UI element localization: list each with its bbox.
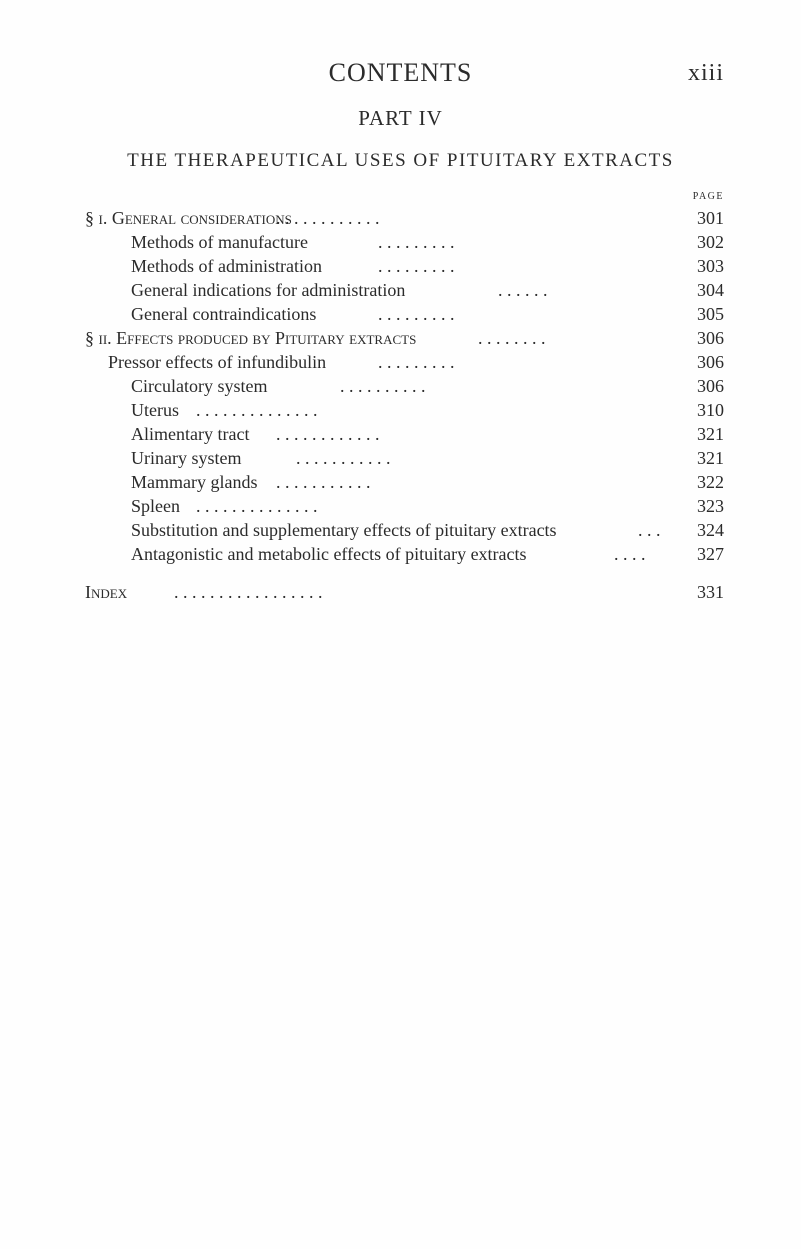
toc-page-number: 305 [697, 304, 724, 324]
toc-page-number: 322 [697, 472, 724, 492]
toc-entry-label: Methods of administration [131, 256, 322, 276]
toc-leader-dots: . . . . . . . . [478, 328, 546, 348]
toc-leader-dots: . . . . [614, 544, 646, 564]
toc-entry-label: General indications for administration [131, 280, 406, 300]
toc-page-number: 306 [697, 328, 724, 348]
toc-page-number: 324 [697, 520, 724, 540]
toc-entry-label: Urinary system [131, 448, 242, 468]
toc-entry-label: Antagonistic and metabolic effects of pituitary extracts [131, 544, 527, 564]
toc-entry-label: Pressor effects of infundibulin [108, 352, 327, 372]
running-title: CONTENTS [328, 58, 473, 87]
toc-entry-label: General contraindications [131, 304, 317, 324]
toc-entry [0, 494, 801, 518]
toc-leader-dots: . . . . . . . . . . . . [276, 208, 380, 228]
toc-page-number: 306 [697, 352, 724, 372]
toc-page-number: 310 [697, 400, 724, 420]
toc-page-number: 323 [697, 496, 724, 516]
toc-entry [0, 446, 801, 470]
toc-entry-label: Uterus [131, 400, 179, 420]
toc-leader-dots: . . . . . . . . . . . . . . [196, 400, 318, 420]
toc-entry-label: Alimentary tract [131, 424, 250, 444]
toc-leader-dots: . . . . . . . . . [378, 256, 455, 276]
toc-leader-dots: . . . . . . [498, 280, 548, 300]
toc-entry-index [0, 580, 801, 604]
toc-entry [0, 374, 801, 398]
toc-leader-dots: . . . . . . . . . [378, 304, 455, 324]
toc-leader-dots: . . . . . . . . . . . [276, 472, 371, 492]
toc-entry-section-ii [0, 326, 801, 350]
toc-entry [0, 302, 801, 326]
toc-leader-dots: . . . [638, 520, 661, 540]
running-head [0, 58, 801, 98]
toc-entry [0, 254, 801, 278]
toc-page-number: 306 [697, 376, 724, 396]
toc-entry-label: § ii. Effects produced by Pituitary extracts [85, 328, 417, 348]
toc-leader-dots: . . . . . . . . . . . [296, 448, 391, 468]
part-title: PART IV [358, 106, 443, 130]
toc-page-number: 321 [697, 424, 724, 444]
toc-entry-label: Substitution and supplementary effects of pituitary extracts [131, 520, 557, 540]
toc-entry-section-i [0, 206, 801, 230]
toc-entry-label: § i. General considerations [85, 208, 292, 228]
toc-page-number: 303 [697, 256, 724, 276]
toc-entry-label: Methods of manufacture [131, 232, 308, 252]
part-subtitle: THE THERAPEUTICAL USES OF PITUITARY EXTRACTS [127, 150, 674, 171]
toc-leader-dots: . . . . . . . . . . . . . . . . . [174, 582, 323, 602]
toc-page-number: 304 [697, 280, 724, 300]
toc-entry [0, 470, 801, 494]
toc-leader-dots: . . . . . . . . . [378, 232, 455, 252]
page-folio: xiii [687, 60, 724, 86]
toc-page-number: 321 [697, 448, 724, 468]
toc-leader-dots: . . . . . . . . . . [340, 376, 426, 396]
toc-entry-label: Spleen [131, 496, 180, 516]
toc-entry-label: Index [85, 582, 128, 602]
toc-entry-label: Mammary glands [131, 472, 258, 492]
toc-page-number: 327 [697, 544, 724, 564]
toc-page-number: 331 [697, 582, 724, 602]
toc-entry [0, 422, 801, 446]
toc-page-number: 301 [697, 208, 724, 228]
toc-entry [0, 398, 801, 422]
toc-leader-dots: . . . . . . . . . . . . . . [196, 496, 318, 516]
toc-entry [0, 518, 801, 542]
toc-leader-dots: . . . . . . . . . [378, 352, 455, 372]
toc-leader-dots: . . . . . . . . . . . . [276, 424, 380, 444]
toc-entry [0, 542, 801, 566]
toc-page-number: 302 [697, 232, 724, 252]
page-column-header: PAGE [692, 191, 724, 202]
toc-entry [0, 230, 801, 254]
toc-entry [0, 350, 801, 374]
toc-entry-label: Circulatory system [131, 376, 268, 396]
toc-entry [0, 278, 801, 302]
